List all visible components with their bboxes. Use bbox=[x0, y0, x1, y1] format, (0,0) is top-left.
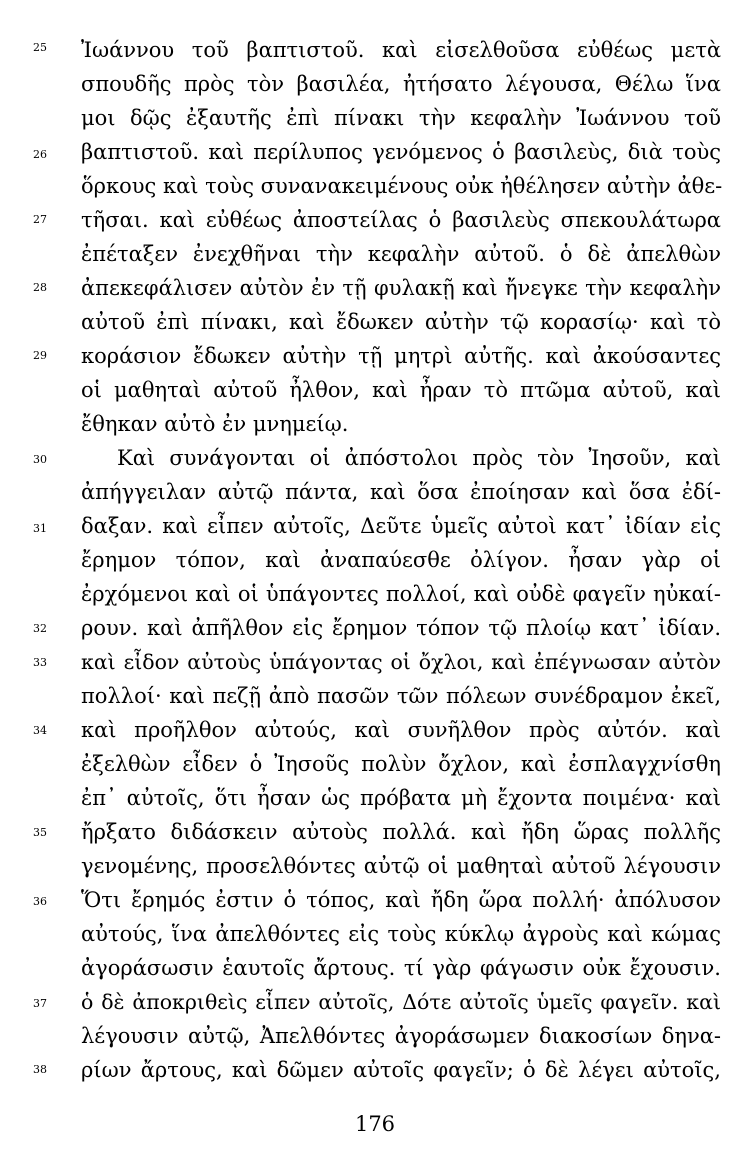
verse-number: 28 bbox=[33, 281, 47, 294]
text-line: δαξαν. καὶ εἶπεν αὐτοῖς, Δεῦτε ὑμεῖς αὐτοὶ κατ᾽ ἰδίαν εἰς bbox=[81, 514, 721, 538]
text-line: τῆσαι. καὶ εὐθέως ἀποστείλας ὁ βασιλεὺς σπεκουλάτωρα bbox=[81, 208, 721, 232]
text-line: πολλοί· καὶ πεζῇ ἀπὸ πασῶν τῶν πόλεων συνέδραμον ἐκεῖ, bbox=[81, 684, 721, 708]
text-line: ἐπ᾽ αὐτοῖς, ὅτι ἦσαν ὡς πρόβατα μὴ ἔχοντα ποιμένα· καὶ bbox=[81, 786, 721, 810]
text-line: ἔθηκαν αὐτὸ ἐν μνημείῳ. bbox=[81, 412, 349, 436]
page-number: 176 bbox=[354, 1112, 396, 1136]
paragraph-start-line: Καὶ συνάγονται οἱ ἀπόστολοι πρὸς τὸν Ἰησοῦν, καὶ bbox=[117, 446, 721, 470]
text-line: αὐτοῦ ἐπὶ πίνακι, καὶ ἔδωκεν αὐτὴν τῷ κορασίῳ· καὶ τὸ bbox=[81, 310, 721, 334]
text-line: ρουν. καὶ ἀπῆλθον εἰς ἔρημον τόπον τῷ πλοίῳ κατ᾽ ἰδίαν. bbox=[81, 616, 721, 640]
text-line: ὅρκους καὶ τοὺς συνανακειμένους οὐκ ἠθέλησεν αὐτὴν ἀθε- bbox=[81, 174, 723, 198]
verse-number: 32 bbox=[33, 622, 47, 635]
text-line: ἀπήγγειλαν αὐτῷ πάντα, καὶ ὅσα ἐποίησαν καὶ ὅσα ἐδί- bbox=[81, 480, 721, 504]
text-line: γενομένης, προσελθόντες αὐτῷ οἱ μαθηταὶ αὐτοῦ λέγουσιν bbox=[81, 854, 721, 878]
text-line: Ὅτι ἔρημός ἐστιν ὁ τόπος, καὶ ἤδη ὥρα πολλή· ἀπόλυσον bbox=[81, 888, 721, 912]
text-line: βαπτιστοῦ. καὶ περίλυπος γενόμενος ὁ βασιλεὺς, διὰ τοὺς bbox=[81, 140, 721, 164]
verse-number: 35 bbox=[33, 826, 47, 839]
verse-number: 34 bbox=[33, 724, 47, 737]
text-line: σπουδῆς πρὸς τὸν βασιλέα, ἠτήσατο λέγουσα, Θέλω ἵνα bbox=[81, 72, 721, 96]
text-line: ρίων ἄρτους, καὶ δῶμεν αὐτοῖς φαγεῖν; ὁ δὲ λέγει αὐτοῖς, bbox=[81, 1058, 721, 1082]
text-line: αὐτούς, ἵνα ἀπελθόντες εἰς τοὺς κύκλῳ ἀγροὺς καὶ κώμας bbox=[81, 922, 721, 946]
text-line: ὁ δὲ ἀποκριθεὶς εἶπεν αὐτοῖς, Δότε αὐτοῖς ὑμεῖς φαγεῖν. καὶ bbox=[81, 990, 721, 1014]
text-line: καὶ προῆλθον αὐτούς, καὶ συνῆλθον πρὸς αὐτόν. καὶ bbox=[81, 718, 721, 742]
verse-number: 27 bbox=[33, 213, 47, 226]
text-line: Ἰωάννου τοῦ βαπτιστοῦ. καὶ εἰσελθοῦσα εὐθέως μετὰ bbox=[81, 38, 721, 62]
verse-number: 37 bbox=[33, 997, 47, 1010]
text-line: ἀγοράσωσιν ἑαυτοῖς ἄρτους. τί γὰρ φάγωσιν οὐκ ἔχουσιν. bbox=[81, 956, 721, 980]
text-line: μοι δῷς ἐξαυτῆς ἐπὶ πίνακι τὴν κεφαλὴν Ἰωάννου τοῦ bbox=[81, 106, 721, 130]
text-line: κοράσιον ἔδωκεν αὐτὴν τῇ μητρὶ αὐτῆς. καὶ ἀκούσαντες bbox=[81, 344, 721, 368]
verse-number: 31 bbox=[33, 522, 47, 535]
verse-number: 26 bbox=[33, 148, 47, 161]
verse-number: 38 bbox=[33, 1063, 47, 1076]
verse-number: 36 bbox=[33, 895, 47, 908]
text-line: ἐρχόμενοι καὶ οἱ ὑπάγοντες πολλοί, καὶ οὐδὲ φαγεῖν ηὐκαί- bbox=[81, 582, 721, 606]
text-line: ἤρξατο διδάσκειν αὐτοὺς πολλά. καὶ ἤδη ὥρας πολλῆς bbox=[81, 820, 721, 844]
text-line: καὶ εἶδον αὐτοὺς ὑπάγοντας οἱ ὄχλοι, καὶ ἐπέγνωσαν αὐτὸν bbox=[81, 650, 721, 674]
text-line: ἐξελθὼν εἶδεν ὁ Ἰησοῦς πολὺν ὄχλον, καὶ ἐσπλαγχνίσθη bbox=[81, 752, 721, 776]
text-line: ἔρημον τόπον, καὶ ἀναπαύεσθε ὀλίγον. ἦσαν γὰρ οἱ bbox=[81, 548, 721, 572]
verse-number: 29 bbox=[33, 349, 47, 362]
text-line: ἐπέταξεν ἐνεχθῆναι τὴν κεφαλὴν αὐτοῦ. ὁ δὲ ἀπελθὼν bbox=[81, 242, 721, 266]
verse-number: 30 bbox=[33, 453, 47, 466]
text-line: λέγουσιν αὐτῷ, Ἀπελθόντες ἀγοράσωμεν διακοσίων δηνα- bbox=[81, 1024, 721, 1048]
text-line: ἀπεκεφάλισεν αὐτὸν ἐν τῇ φυλακῇ καὶ ἤνεγκε τὴν κεφαλὴν bbox=[81, 276, 721, 300]
verse-number: 33 bbox=[33, 656, 47, 669]
text-line: οἱ μαθηταὶ αὐτοῦ ἦλθον, καὶ ἦραν τὸ πτῶμα αὐτοῦ, καὶ bbox=[81, 378, 721, 402]
verse-number: 25 bbox=[33, 41, 47, 54]
